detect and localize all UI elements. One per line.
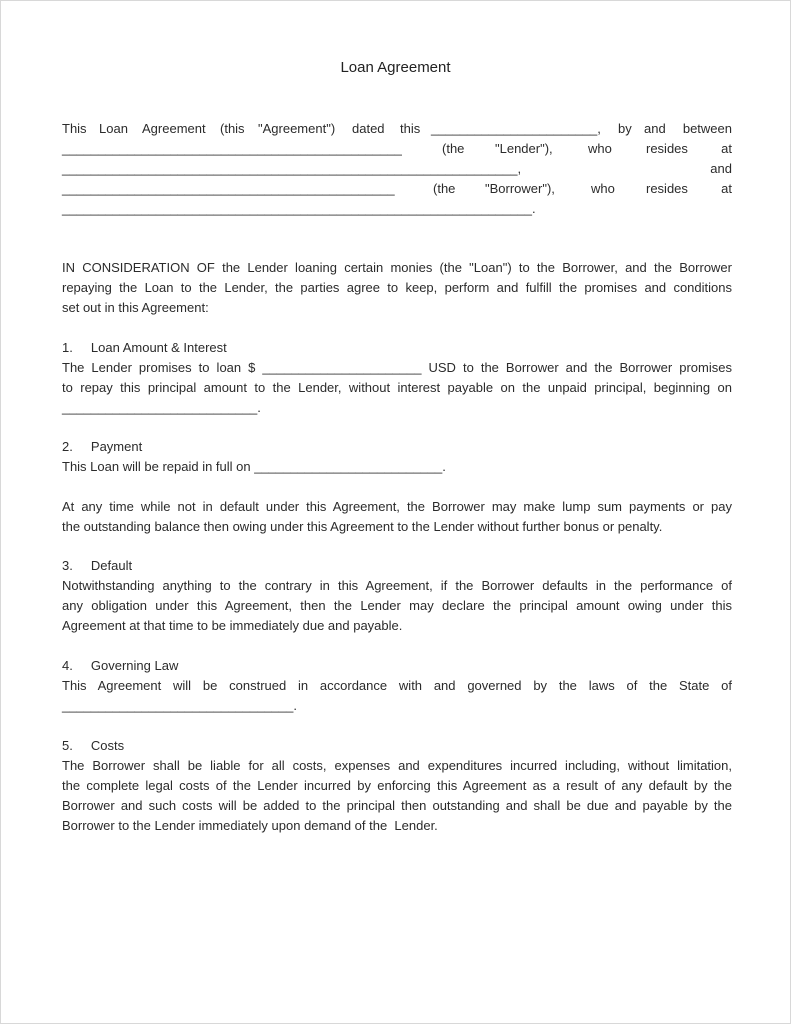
intro-word: resides	[646, 141, 688, 156]
intro-line-2	[62, 139, 732, 159]
borrower-address-blank: _________________________________________________________________.	[62, 201, 536, 216]
section-line: the complete legal costs of the Lender incurred by enforcing this Agreement as a result of any default by the	[62, 778, 732, 793]
consideration-line: repaying the Loan to the Lender, the parties agree to keep, perform and fulfill the promises and conditions	[62, 280, 732, 295]
section-heading: 5. Costs	[62, 738, 125, 753]
intro-word: by	[618, 121, 632, 136]
intro-word: between	[682, 121, 732, 136]
date-blank: _______________________,	[431, 121, 601, 136]
intro-word: this	[400, 121, 421, 136]
intro-word: (the	[442, 141, 465, 156]
lender-address-blank: _______________________________________________________________,	[62, 161, 522, 176]
intro-word: Loan	[99, 121, 128, 136]
intro-word: and	[644, 121, 666, 136]
section-line: The Lender promises to loan $ ______________________ USD to the Borrower and the Borrower promises	[62, 360, 732, 375]
section-heading: 2. Payment	[62, 439, 143, 454]
intro-word: "Agreement")	[258, 121, 336, 136]
section-line: At any time while not in default under this Agreement, the Borrower may make lump sum payments or pay	[62, 499, 732, 514]
intro-word: "Lender"),	[495, 141, 553, 156]
section-line: This Loan will be repaid in full on __________________________.	[62, 459, 446, 474]
intro-word: This	[62, 121, 87, 136]
section-line: the outstanding balance then owing under this Agreement to the Lender without further bonus or penalty.	[62, 519, 663, 534]
section-line: This Agreement will be construed in accordance with and governed by the laws of the State of	[62, 678, 732, 693]
section-line: any obligation under this Agreement, then the Lender may declare the principal amount owing under this	[62, 598, 732, 613]
intro-word: (this	[220, 121, 245, 136]
section-line: ________________________________.	[62, 698, 297, 713]
section-line: Notwithstanding anything to the contrary in this Agreement, if the Borrower defaults in the performance of	[62, 578, 732, 593]
section-line: Borrower to the Lender immediately upon demand of the Lender.	[62, 818, 438, 833]
section-heading: 1. Loan Amount & Interest	[62, 340, 227, 355]
intro-line-3	[62, 159, 732, 179]
intro-word: Agreement	[142, 121, 206, 136]
consideration-line: set out in this Agreement:	[62, 300, 209, 315]
intro-word: who	[588, 141, 612, 156]
intro-word: at	[721, 181, 732, 196]
document-title: Loan Agreement	[340, 59, 451, 76]
lender-name-blank: _______________________________________________	[62, 141, 402, 156]
intro-word: dated	[352, 121, 385, 136]
section-line: to repay this principal amount to the Lender, without interest payable on the unpaid principal, beginning on	[62, 380, 732, 395]
intro-line-1	[62, 119, 732, 139]
section-line: The Borrower shall be liable for all costs, expenses and expenditures incurred including, without limitation,	[62, 758, 732, 773]
section-line: ___________________________.	[62, 400, 261, 415]
intro-word: and	[710, 161, 732, 176]
intro-word: "Borrower"),	[485, 181, 555, 196]
section-line: Agreement at that time to be immediately due and payable.	[62, 618, 403, 633]
intro-word: resides	[646, 181, 688, 196]
intro-word: (the	[433, 181, 456, 196]
borrower-name-blank: ______________________________________________	[62, 181, 395, 196]
section-heading: 3. Default	[62, 558, 133, 573]
intro-word: who	[591, 181, 615, 196]
section-line: Borrower and such costs will be added to the principal then outstanding and shall be due and payable by the	[62, 798, 732, 813]
consideration-line: IN CONSIDERATION OF the Lender loaning certain monies (the "Loan") to the Borrower, and the Borrower	[62, 260, 732, 275]
intro-line-4	[62, 179, 732, 199]
intro-word: at	[721, 141, 732, 156]
section-heading: 4. Governing Law	[62, 658, 179, 673]
